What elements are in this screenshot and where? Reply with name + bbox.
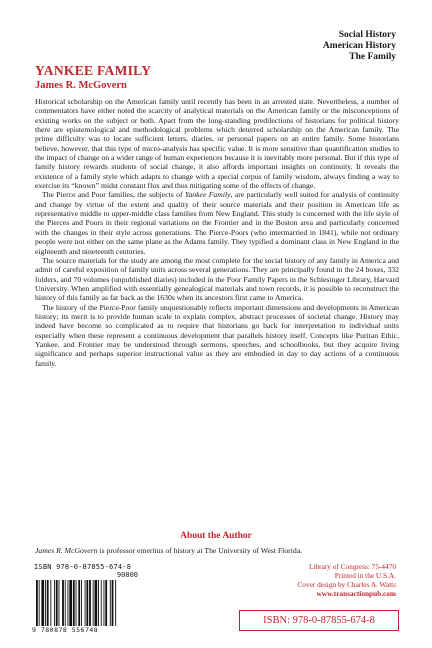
barcode-bar: [59, 580, 60, 626]
barcode-bar: [73, 580, 75, 626]
paragraph-3: The source materials for the study are among the most complete for the social history of any family in America and admit of careful exposition of family units across several generations. They are principally found in the 24 boxes, 332 folders, and 70 volumes (unpublished diaries) included in the Poor Family Papers in the Schlesinger Library, Harvard University. When amplified with essentially genealogical materials and town records, it is possible to reconstruct the history of this family as far back as the 1630s when its ancestors first came to America.: [35, 255, 399, 303]
author-name: James R. McGovern: [35, 546, 98, 555]
barcode-bar: [112, 580, 114, 626]
barcode-ean-digits: 9 780878 556748: [32, 626, 99, 634]
author-bio: is professor emeritus of history at The University of West Florida.: [97, 546, 303, 555]
library-of-congress: Library of Congress: 75-4470: [309, 562, 396, 571]
imprint-info: [297, 562, 396, 598]
cover-design-credit: Cover design by Charles A. Watts: [297, 580, 396, 589]
barcode-bar: [86, 580, 88, 626]
barcode-bar: [68, 580, 69, 626]
barcode-bar: [36, 580, 38, 626]
paragraph-2: The Pierce and Poor families, the subjects of Yankee Family, are particularly well suited for analysis of continuity and change by virtue of the extent and quality of their source materials and their position in American life as representative middle to upper-middle class families from New England. This study is concerned with the life style of the Pierces and Poors in their regional variations on the Frontier and in the Boston area and particularly concerned with the changes in their style across generations. The Pierce-Poors (who intermarried in 1841), while not ordinary people were not either on the same plane as the Adams family. They typified a dominant class in New England in the eighteenth and nineteenth centuries.: [35, 190, 399, 256]
barcode-bar: [76, 580, 77, 626]
barcode-bar: [62, 580, 64, 626]
barcode-bars: [34, 580, 140, 626]
barcode-bar: [39, 580, 40, 626]
printed-in: Printed in the U.S.A.: [334, 571, 396, 580]
barcode-bar: [78, 580, 80, 626]
barcode-bar: [115, 580, 116, 626]
barcode-bar: [93, 580, 94, 626]
barcode-bar: [110, 580, 111, 626]
category-the-family: The Family: [349, 52, 396, 62]
barcode-bar: [104, 580, 105, 626]
isbn-box: ISBN: 978-0-87855-674-8: [239, 610, 399, 631]
about-author-text: [35, 546, 399, 555]
barcode-bar: [45, 580, 46, 626]
publisher-url: www.transactionpub.com: [316, 589, 396, 598]
barcode-bar: [81, 580, 82, 626]
barcode-bar: [89, 580, 91, 626]
barcode-bar: [101, 580, 102, 626]
category-american-history: American History: [322, 41, 396, 51]
barcode-bar: [65, 580, 66, 626]
barcode-price-code: 90000: [116, 571, 138, 579]
book-title-italic: Yankee Family: [184, 190, 231, 200]
barcode: [32, 560, 142, 636]
category-social-history: Social History: [338, 30, 396, 40]
barcode-bar: [85, 580, 86, 626]
barcode-bar: [105, 580, 107, 626]
subject-categories: [323, 30, 396, 63]
book-title: YANKEE FAMILY: [35, 63, 152, 78]
barcode-bar: [98, 580, 99, 626]
description-text: [35, 97, 399, 368]
about-author-heading: About the Author: [180, 531, 252, 541]
paragraph-1: Historical scholarship on the American family until recently has been in an arrested state. Nevertheless, a number of commentators have either noted the scarcity of analytical materials on the American family or the misconceptions of existing works on the subject or both. Apart from the long-standing predilections of historians for political history there are epistemological and methodological problems which deterred scholarship on the American family. The prime difficulty was to locate sufficient letters, diaries, or personal papers on an entire family. Some historians believe, however, that this type of micro-analysis has specific value. It is more sensitive than quantification studies to the impact of change on a wider range of human experiences because it is inevitably more personal. But if this type of family history rewards students of social change, it also affords important insights on continuity. It reveals the existence of a family style which adapts to change with a special corpus of family wisdom, always finding a way to exercise its “known” midst constant flux and thus mitigating some of the effects of change.: [35, 97, 399, 191]
barcode-bar: [41, 580, 44, 626]
barcode-bar: [95, 580, 98, 626]
barcode-bar: [50, 580, 51, 626]
barcode-bar: [56, 580, 58, 626]
book-author: James R. McGovern: [35, 80, 127, 91]
paragraph-4: The history of the Pierce-Poor family unquestionably reflects important dimensions and developments in American history; its merit is to provide human scale to explain complex, abstract processes of societal change. History may indeed have become so complicated as to require that historians go back for interpretation to individual units especially when these represent a continuous development that parallels history itself. Concepts like Puritan Ethic, Yankee, and Frontier may be understood through sermons, speeches, and schoolbooks, but they acquire living significance and perhaps superior instructional value as they are embodied in day to day actions of a continuous family.: [35, 302, 399, 368]
barcode-bar: [54, 580, 55, 626]
barcode-bar: [69, 580, 72, 626]
barcode-isbn-label: ISBN 978-0-87855-674-8: [34, 563, 132, 571]
barcode-bar: [47, 580, 49, 626]
